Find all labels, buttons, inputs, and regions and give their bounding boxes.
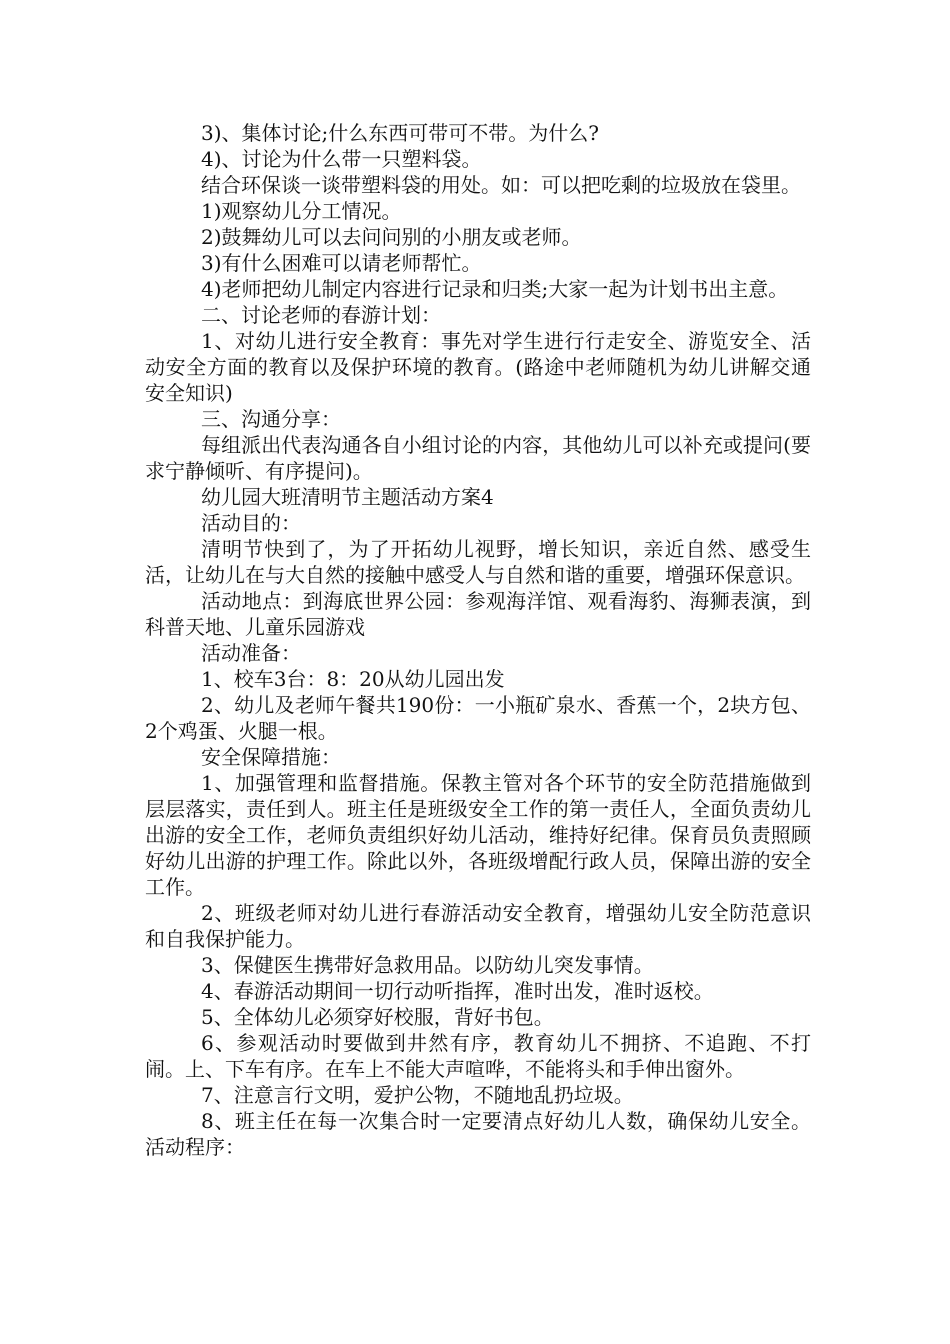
paragraph-11: 每组派出代表沟通各自小组讨论的内容，其他幼儿可以补充或提问(要求宁静倾听、有序提问)。 [145, 433, 811, 483]
paragraph-1: 3)、集体讨论;什么东西可带可不带。为什么? [201, 121, 599, 145]
paragraph-26: 7、注意言行文明，爱护公物，不随地乱扔垃圾。 [201, 1083, 634, 1107]
paragraph-3: 结合环保谈一谈带塑料袋的用处。如：可以把吃剩的垃圾放在袋里。 [201, 173, 801, 197]
section-heading-purpose: 活动目的： [201, 511, 301, 535]
paragraph-15: 活动地点：到海底世界公园：参观海洋馆、观看海豹、海狮表演，到科普天地、儿童乐园游戏 [145, 589, 811, 639]
paragraph-27: 8、班主任在每一次集合时一定要清点好幼儿人数，确保幼儿安全。活动程序： [145, 1109, 811, 1159]
paragraph-20: 1、加强管理和监督措施。保教主管对各个环节的安全防范措施做到层层落实，责任到人。班主任是班级安全工作的第一责任人，全面负责幼儿出游的安全工作，老师负责组织好幼儿活动，维持好纪律。保育员负责照顾好幼儿出游的护理工作。除此以外，各班级增配行政人员，保障出游的安全工作。 [145, 771, 811, 899]
paragraph-24: 5、全体幼儿必须穿好校服，背好书包。 [201, 1005, 554, 1029]
paragraph-23: 4、春游活动期间一切行动听指挥，准时出发，准时返校。 [201, 979, 714, 1003]
paragraph-2: 4)、讨论为什么带一只塑料袋。 [201, 147, 482, 171]
section-heading-preparation: 活动准备： [201, 641, 301, 665]
paragraph-7: 4)老师把幼儿制定内容进行记录和归类;大家一起为计划书出主意。 [201, 277, 789, 301]
section-heading-safety: 安全保障措施： [201, 745, 341, 769]
paragraph-17: 1、校车3台：8：20从幼儿园出发 [201, 667, 505, 691]
section-heading-sharing: 三、沟通分享： [201, 407, 341, 431]
paragraph-4: 1)观察幼儿分工情况。 [201, 199, 402, 223]
paragraph-25: 6、参观活动时要做到井然有序，教育幼儿不拥挤、不追跑、不打闹。上、下车有序。在车上不能大声喧哗，不能将头和手伸出窗外。 [145, 1031, 811, 1081]
section-heading-teacher-plan: 二、讨论老师的春游计划： [201, 303, 441, 327]
paragraph-5: 2)鼓舞幼儿可以去问问别的小朋友或老师。 [201, 225, 582, 249]
paragraph-6: 3)有什么困难可以请老师帮忙。 [201, 251, 482, 275]
paragraph-14: 清明节快到了，为了开拓幼儿视野，增长知识，亲近自然、感受生活，让幼儿在与大自然的接触中感受人与自然和谐的重要，增强环保意识。 [145, 537, 811, 587]
paragraph-22: 3、保健医生携带好急救用品。以防幼儿突发事情。 [201, 953, 654, 977]
paragraph-9: 1、对幼儿进行安全教育：事先对学生进行行走安全、游览安全、活动安全方面的教育以及保护环境的教育。(路途中老师随机为幼儿讲解交通安全知识) [145, 329, 811, 405]
paragraph-18: 2、幼儿及老师午餐共190份：一小瓶矿泉水、香蕉一个，2块方包、2个鸡蛋、火腿一根。 [145, 693, 811, 743]
paragraph-21: 2、班级老师对幼儿进行春游活动安全教育，增强幼儿安全防范意识和自我保护能力。 [145, 901, 811, 951]
document-body [145, 120, 811, 1160]
plan-title: 幼儿园大班清明节主题活动方案4 [201, 485, 494, 509]
